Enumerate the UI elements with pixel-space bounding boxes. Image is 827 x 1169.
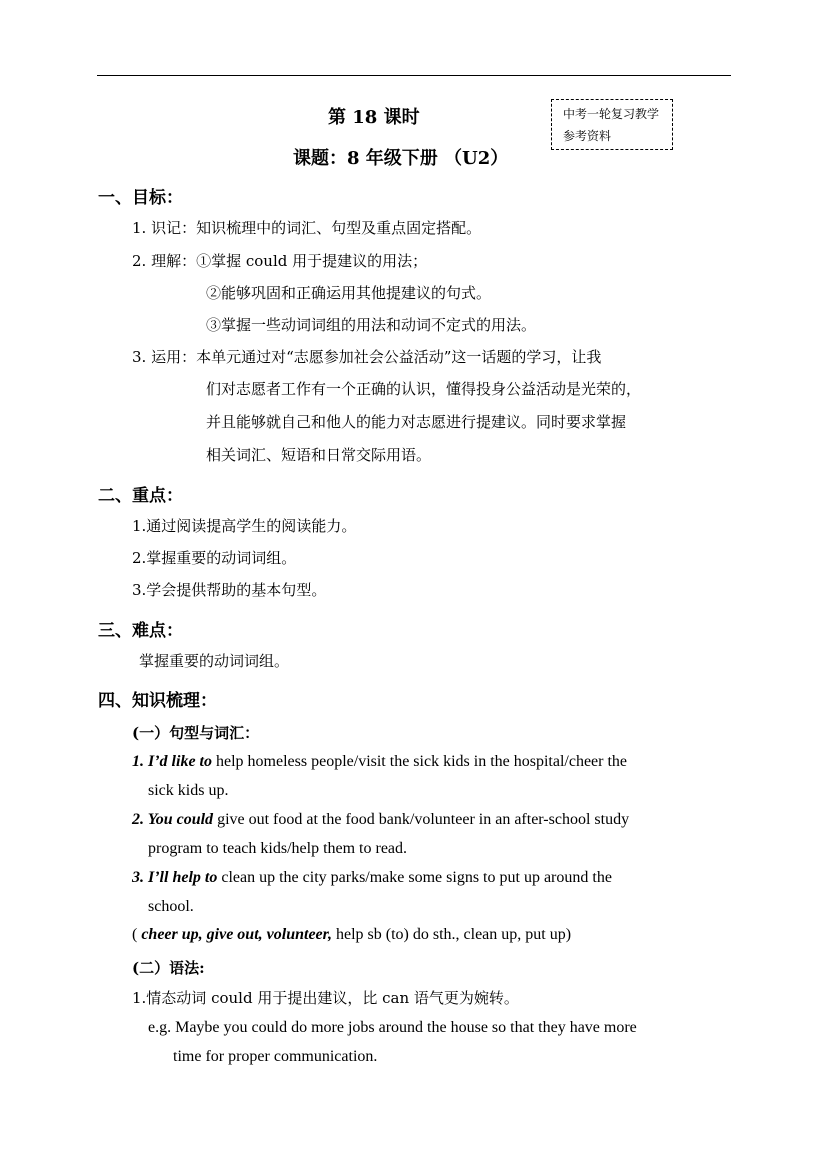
- phrase-list-key-phrases: cheer up, give out, volunteer,: [141, 926, 332, 943]
- goal-item-2-line-1: 2. 理解：①掌握 could 用于提建议的用法；: [132, 252, 428, 270]
- goal-item-2-line-3: ③掌握一些动词词组的用法和动词不定式的用法。: [206, 316, 537, 334]
- reference-note-box: [551, 99, 673, 150]
- key-point-3: 3.学会提供帮助的基本句型。: [132, 581, 327, 599]
- section-heading-difficulties: 三、难点：: [98, 621, 183, 641]
- section-heading-knowledge: 四、知识梳理：: [98, 691, 217, 711]
- sentence-pattern-1-lead: 1. I’d like to: [132, 753, 212, 770]
- sentence-pattern-1-body: help homeless people/visit the sick kids in the hospital/cheer the: [212, 753, 628, 770]
- goal-item-3-line-1: 3. 运用：本单元通过对“志愿参加社会公益活动”这一话题的学习，让我: [132, 348, 602, 366]
- sentence-pattern-2-line-2: program to teach kids/help them to read.: [148, 840, 408, 857]
- lesson-topic: 课题：8 年级下册 （U2）: [293, 148, 509, 169]
- subheading-sentences-vocab: (一）句型与词汇：: [132, 724, 260, 742]
- sentence-pattern-3-body: clean up the city parks/make some signs to put up around the: [217, 869, 612, 886]
- sentence-pattern-1: [132, 753, 627, 771]
- sentence-pattern-2-lead: 2. You could: [132, 811, 214, 828]
- sentence-pattern-3-line-2: school.: [148, 898, 194, 915]
- goal-item-3-line-4: 相关词汇、短语和日常交际用语。: [206, 446, 432, 464]
- grammar-point-1: 1.情态动词 could 用于提出建议，比 can 语气更为婉转。: [132, 989, 519, 1007]
- example-line-1: e.g. Maybe you could do more jobs around the house so that they have more: [148, 1019, 637, 1036]
- header-rule: [97, 75, 731, 76]
- sentence-pattern-3: [132, 869, 612, 887]
- section-heading-key-points: 二、重点：: [98, 486, 183, 506]
- sentence-pattern-2: [132, 811, 629, 829]
- phrase-list: [132, 926, 571, 944]
- sentence-pattern-2-body: give out food at the food bank/volunteer in an after-school study: [213, 811, 630, 828]
- goal-item-1: 1. 识记：知识梳理中的词汇、句型及重点固定搭配。: [132, 219, 482, 237]
- difficulty-item-1: 掌握重要的动词词组。: [139, 652, 290, 670]
- phrase-list-open: (: [132, 926, 142, 943]
- key-point-1: 1.通过阅读提高学生的阅读能力。: [132, 517, 357, 535]
- note-line-2: 参考资料: [563, 129, 612, 143]
- goal-item-2-line-2: ②能够巩固和正确运用其他提建议的句式。: [206, 284, 492, 302]
- subheading-grammar: (二）语法:: [132, 959, 205, 977]
- section-heading-goals: 一、目标：: [98, 188, 183, 208]
- phrase-list-rest: help sb (to) do sth., clean up, put up): [331, 926, 572, 943]
- goal-item-3-line-2: 们对志愿者工作有一个正确的认识，懂得投身公益活动是光荣的，: [206, 380, 642, 398]
- goal-item-3-line-3: 并且能够就自己和他人的能力对志愿进行提建议。同时要求掌握: [206, 413, 627, 431]
- lesson-number: 第 18 课时: [328, 107, 420, 128]
- key-point-2: 2.掌握重要的动词词组。: [132, 549, 297, 567]
- sentence-pattern-3-lead: 3. I’ll help to: [132, 869, 218, 886]
- note-line-1: 中考一轮复习教学: [563, 107, 660, 121]
- sentence-pattern-1-line-2: sick kids up.: [148, 782, 229, 799]
- example-line-2: time for proper communication.: [173, 1048, 378, 1065]
